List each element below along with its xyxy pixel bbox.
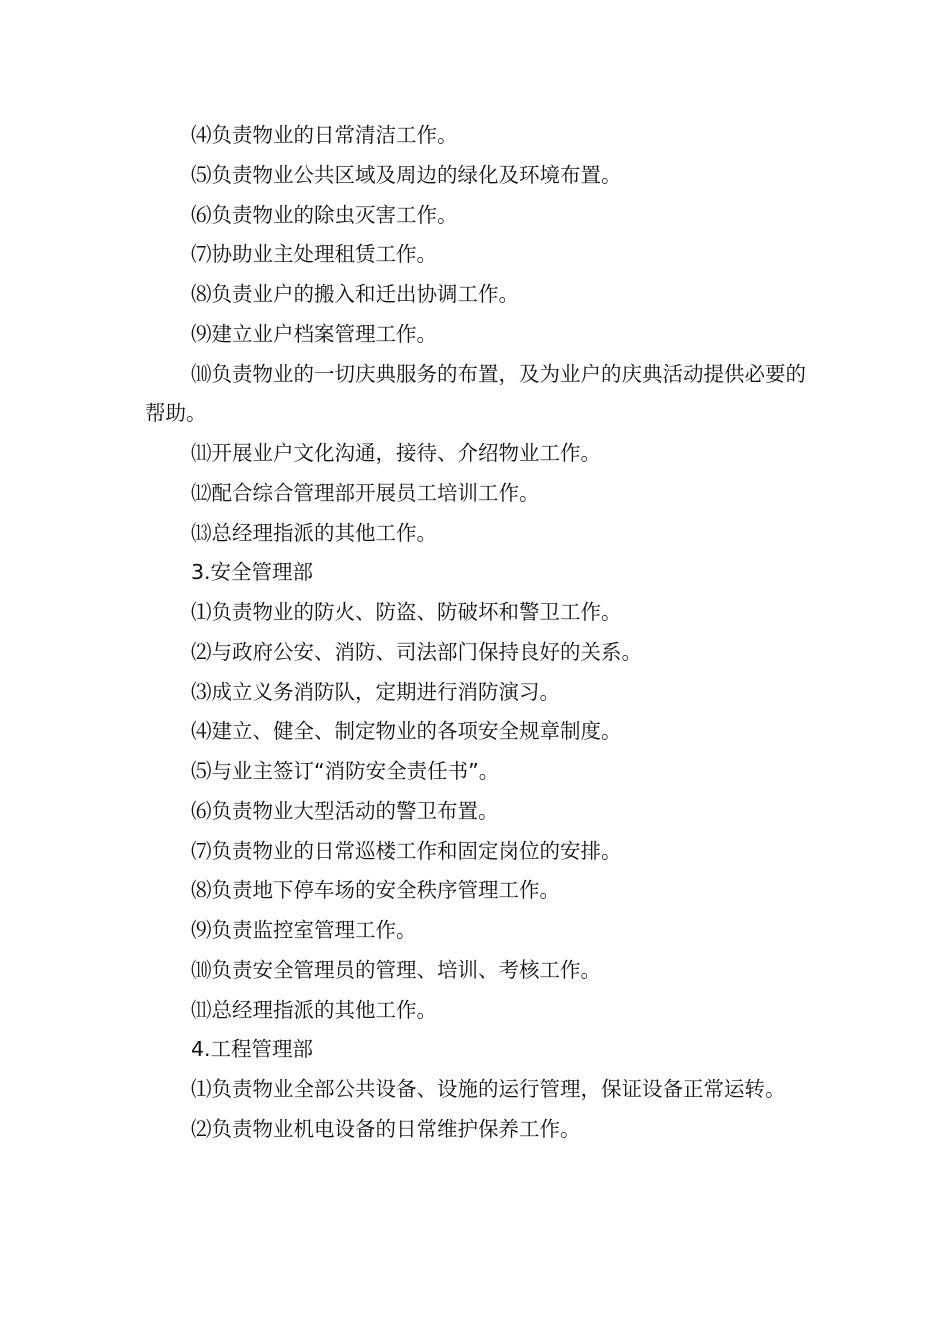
paragraph-engineering-2: ⑵负责物业机电设备的日常维护保养工作。 — [191, 1116, 581, 1141]
paragraph-security-8: ⑻负责地下停车场的安全秩序管理工作。 — [191, 878, 560, 903]
paragraph-security-11: ⑾总经理指派的其他工作。 — [191, 997, 437, 1022]
paragraph-item-7-leasing: ⑺协助业主处理租赁工作。 — [191, 242, 437, 267]
paragraph-item-12-training: ⑿配合综合管理部开展员工培训工作。 — [191, 480, 540, 505]
paragraph-security-4: ⑷建立、健全、制定物业的各项安全规章制度。 — [191, 719, 622, 744]
paragraph-security-6: ⑹负责物业大型活动的警卫布置。 — [191, 798, 499, 823]
paragraph-security-5: ⑸与业主签订“消防安全责任书”。 — [191, 759, 500, 783]
paragraph-item-9-records: ⑼建立业户档案管理工作。 — [191, 321, 437, 346]
paragraph-security-2: ⑵与政府公安、消防、司法部门保持良好的关系。 — [191, 639, 642, 664]
document-body — [145, 116, 810, 1150]
paragraph-security-9: ⑼负责监控室管理工作。 — [191, 918, 417, 942]
paragraph-item-13-other: ⒀总经理指派的其他工作。 — [191, 520, 437, 545]
paragraph-security-7: ⑺负责物业的日常巡楼工作和固定岗位的安排。 — [191, 838, 622, 863]
paragraph-item-8-move-in-out: ⑻负责业户的搬入和迁出协调工作。 — [191, 282, 519, 306]
paragraph-item-10-celebrations: ⑽负责物业的一切庆典服务的布置，及为业户的庆典活动提供必要的帮助。 — [145, 361, 806, 426]
paragraph-engineering-1: ⑴负责物业全部公共设备、设施的运行管理，保证设备正常运转。 — [191, 1077, 786, 1101]
paragraph-security-1: ⑴负责物业的防火、防盗、防破坏和警卫工作。 — [191, 600, 622, 624]
paragraph-item-11-culture: ⑾开展业户文化沟通，接待、介绍物业工作。 — [191, 441, 601, 465]
paragraph-item-5-greening: ⑸负责物业公共区域及周边的绿化及环境布置。 — [191, 162, 622, 187]
paragraph-security-3: ⑶成立义务消防队，定期进行消防演习。 — [191, 679, 560, 704]
paragraph-item-6-pest-control: ⑹负责物业的除虫灭害工作。 — [191, 202, 458, 227]
section-heading-engineering: 4.工程管理部 — [191, 1037, 314, 1062]
paragraph-item-4-cleaning: ⑷负责物业的日常清洁工作。 — [191, 123, 458, 147]
paragraph-security-10: ⑽负责安全管理员的管理、培训、考核工作。 — [191, 957, 601, 982]
section-heading-security: 3.安全管理部 — [191, 560, 314, 585]
